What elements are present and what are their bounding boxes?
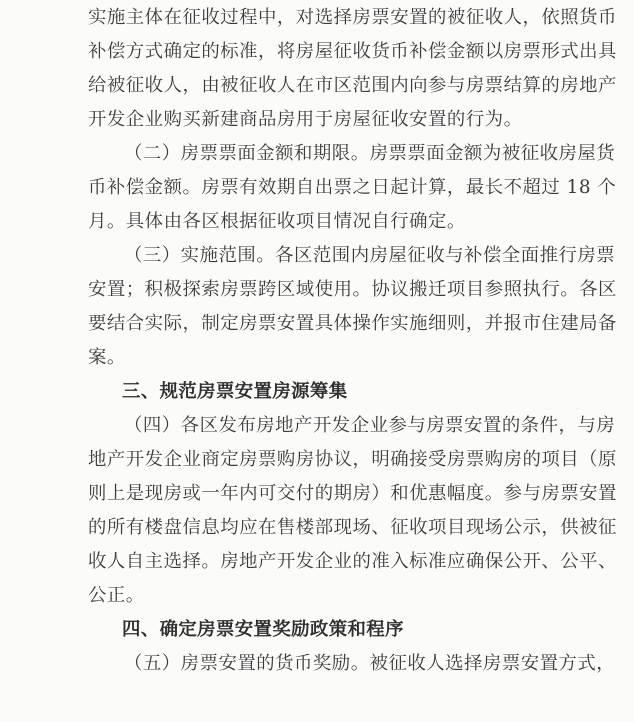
text-line: 的所有楼盘信息均应在售楼部现场、征收项目现场公示，供被征 xyxy=(88,517,617,538)
text-line: 月。具体由各区根据征收项目情况自行确定。 xyxy=(88,211,466,232)
section-heading: 三、规范房票安置房源筹集 xyxy=(122,381,348,402)
text-line: 公正。 xyxy=(88,585,145,606)
text-line: （二）房票票面金额和期限。房票票面金额为被征收房屋货 xyxy=(124,143,616,164)
text-line: 给被征收人，由被征收人在市区范围内向参与房票结算的房地产 xyxy=(88,75,617,96)
text-line: 案。 xyxy=(88,347,126,368)
text-line: （四）各区发布房地产开发企业参与房票安置的条件，与房 xyxy=(124,415,616,436)
text-line: 开发企业购买新建商品房用于房屋征收安置的行为。 xyxy=(88,109,523,130)
text-line: （三）实施范围。各区范围内房屋征收与补偿全面推行房票 xyxy=(124,245,616,266)
text-line: （五）房票安置的货币奖励。被征收人选择房票安置方式， xyxy=(124,653,616,674)
text-line: 地产开发企业商定房票购房协议，明确接受房票购房的项目（原 xyxy=(88,449,617,470)
text-line: 收人自主选择。房地产开发企业的准入标准应确保公开、公平、 xyxy=(88,551,617,572)
text-line: 补偿方式确定的标准，将房屋征收货币补偿金额以房票形式出具 xyxy=(88,41,617,62)
text-line: 安置；积极探索房票跨区域使用。协议搬迁项目参照执行。各区 xyxy=(88,279,617,300)
text-line: 实施主体在征收过程中，对选择房票安置的被征收人，依照货币 xyxy=(88,7,617,28)
text-line: 要结合实际，制定房票安置具体操作实施细则，并报市住建局备 xyxy=(88,313,617,334)
section-heading: 四、确定房票安置奖励政策和程序 xyxy=(122,619,404,640)
text-line: 则上是现房或一年内可交付的期房）和优惠幅度。参与房票安置 xyxy=(88,483,617,504)
text-line: 币补偿金额。房票有效期自出票之日起计算，最长不超过 18 个 xyxy=(88,177,617,198)
